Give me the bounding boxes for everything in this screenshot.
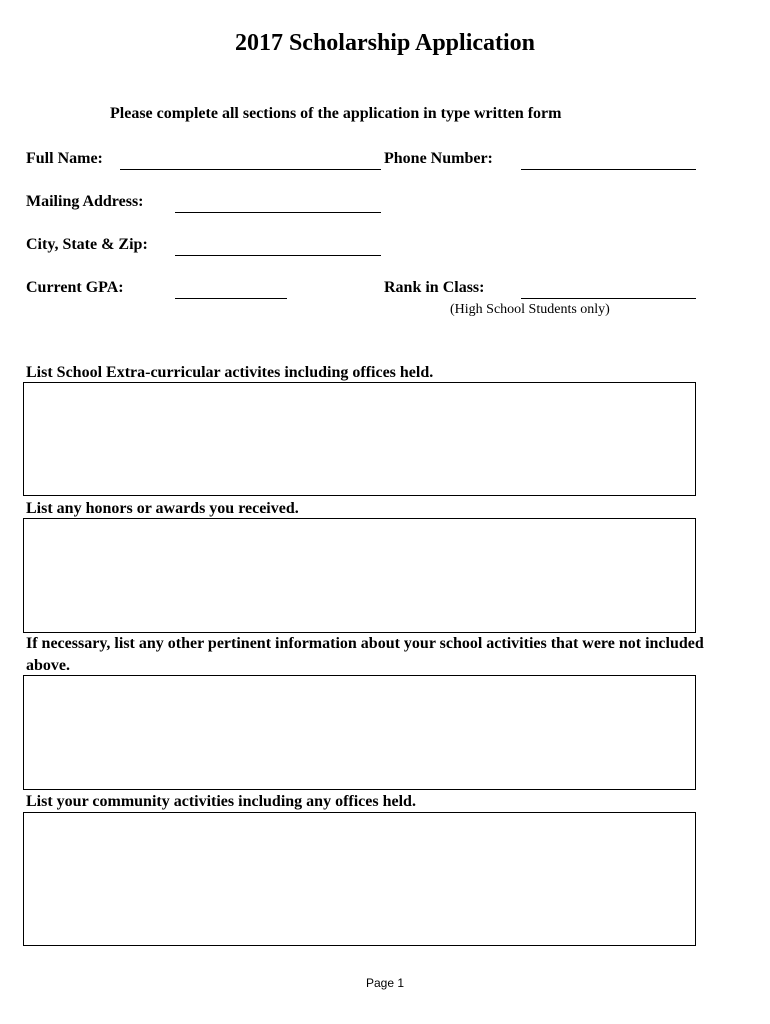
- mailing-address-label: Mailing Address:: [26, 193, 144, 210]
- rank-in-class-field[interactable]: [521, 298, 696, 299]
- page-number: Page 1: [365, 976, 405, 990]
- section-label-honors: List any honors or awards you received.: [26, 500, 299, 517]
- phone-number-field[interactable]: [521, 169, 696, 170]
- full-name-field[interactable]: [120, 169, 381, 170]
- rank-in-class-label: Rank in Class:: [384, 279, 485, 296]
- phone-number-label: Phone Number:: [384, 150, 493, 167]
- section-label-extracurricular: List School Extra-curricular activites including offices held.: [26, 364, 434, 381]
- city-state-zip-label: City, State & Zip:: [26, 236, 148, 253]
- full-name-label: Full Name:: [26, 150, 103, 167]
- rank-in-class-note: (High School Students only): [450, 302, 610, 317]
- city-state-zip-field[interactable]: [175, 255, 381, 256]
- instructions-text: Please complete all sections of the application in type written form: [110, 105, 562, 122]
- current-gpa-field[interactable]: [175, 298, 287, 299]
- honors-textbox[interactable]: [23, 518, 696, 633]
- other-info-textbox[interactable]: [23, 675, 696, 790]
- extracurricular-textbox[interactable]: [23, 382, 696, 496]
- section-label-other-info: If necessary, list any other pertinent information about your school activities that were not included above.: [26, 635, 704, 674]
- current-gpa-label: Current GPA:: [26, 279, 124, 296]
- page-title: 2017 Scholarship Application: [234, 30, 536, 56]
- community-textbox[interactable]: [23, 812, 696, 946]
- section-label-community: List your community activities including any offices held.: [26, 793, 416, 810]
- mailing-address-field[interactable]: [175, 212, 381, 213]
